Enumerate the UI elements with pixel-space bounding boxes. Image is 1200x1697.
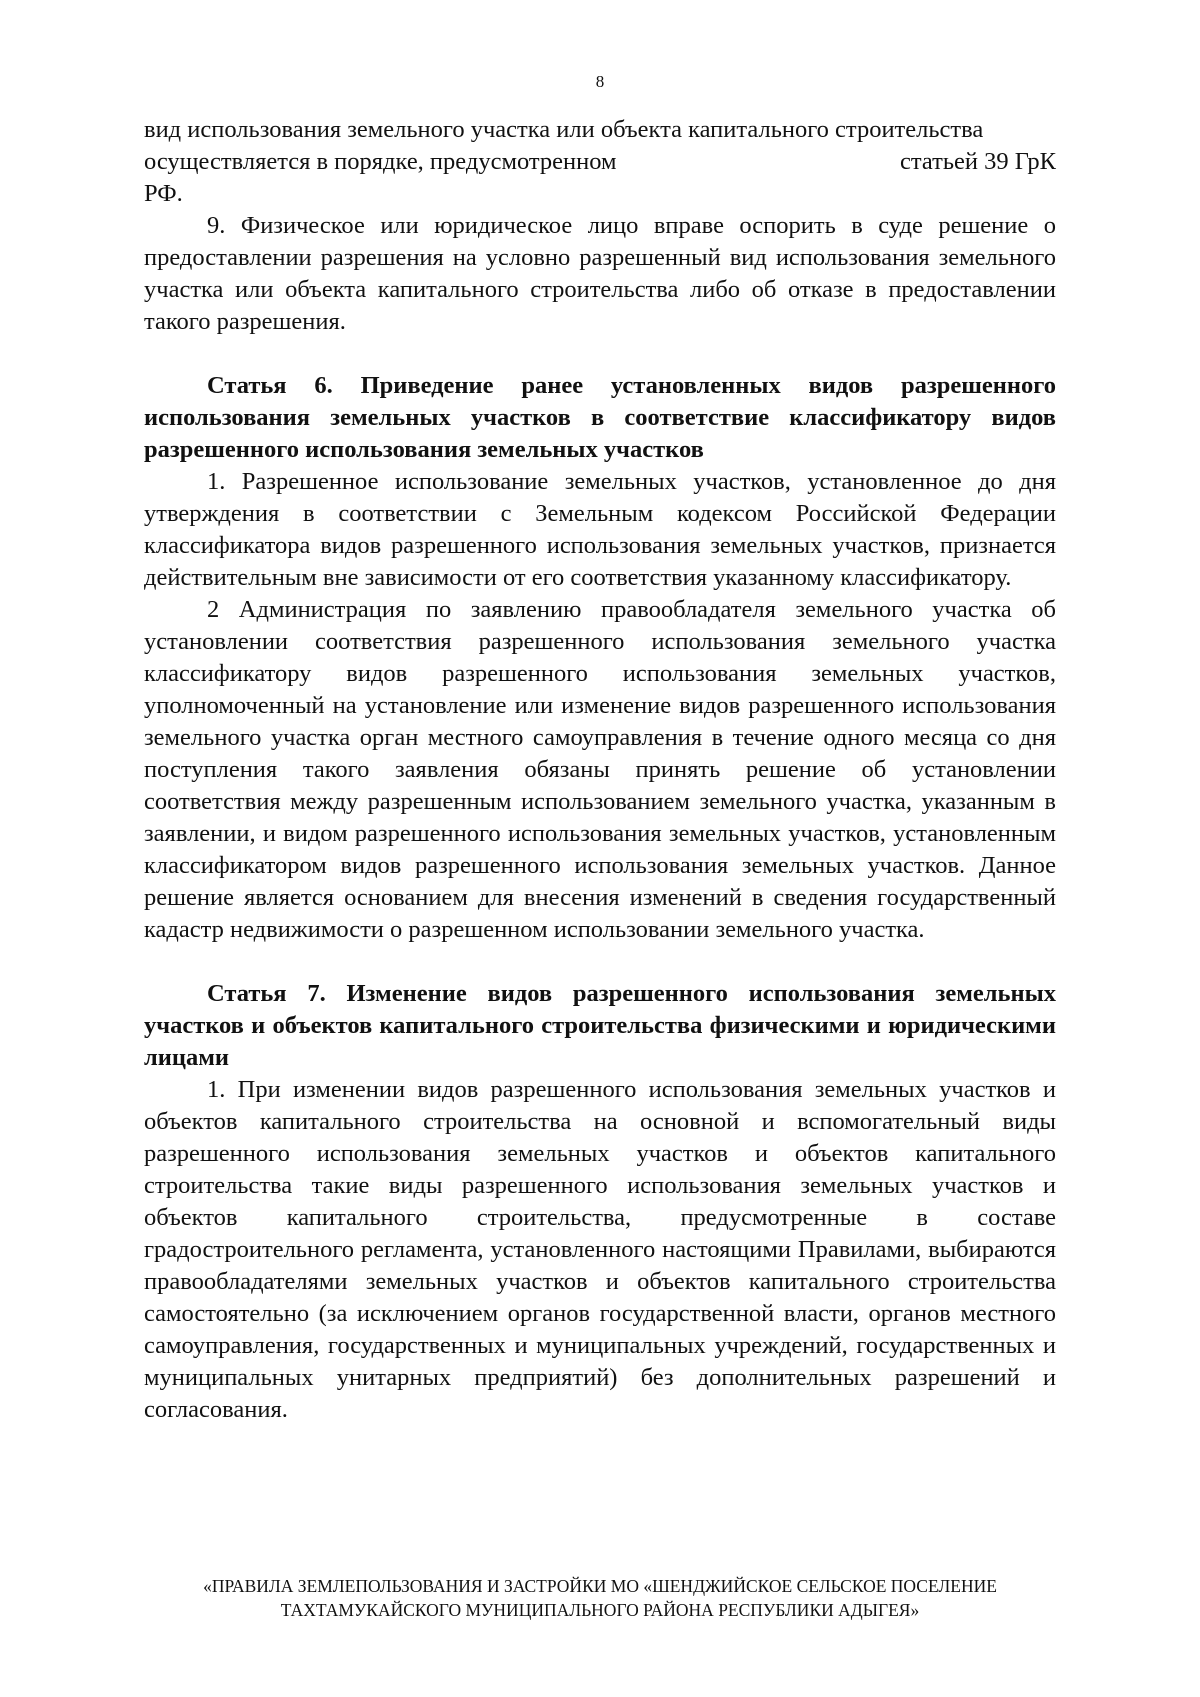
article-7-heading: Статья 7. Изменение видов разрешенного использования земельных участков и объектов капитального строительства физическими и юридическими лицами (144, 980, 1056, 1071)
footer-line-2: ТАХТАМУКАЙСКОГО МУНИЦИПАЛЬНОГО РАЙОНА РЕСПУБЛИКИ АДЫГЕЯ» (280, 1600, 920, 1620)
lead-text-right: статьей 39 ГрК (900, 148, 1056, 175)
article-6-paragraph-1: 1. Разрешенное использование земельных участков, установленное до дня утверждения в соответствии с Земельным кодексом Российской Федерации классификатора видов разрешенного использования земельных участков, признается действительным вне зависимости от его соответствия указанному классификатору. (144, 468, 1056, 591)
page-number: 8 (595, 72, 605, 91)
article-7-paragraph-1: 1. При изменении видов разрешенного использования земельных участков и объектов капитального строительства на основной и вспомогательный виды разрешенного использования земельных участков и объектов капитального строительства такие виды разрешенного использования земельных участков и объектов капитального строительства, предусмотренные в составе градостроительного регламента, установленного настоящими Правилами, выбираются правообладателями земельных участков и объектов капитального строительства самостоятельно (за исключением органов государственной власти, органов местного самоуправления, государственных и муниципальных учреждений, государственных и муниципальных унитарных предприятий) без дополнительных разрешений и согласования. (144, 1076, 1056, 1423)
lead-text-left: осуществляется в порядке, предусмотренном (144, 148, 617, 175)
section-gap (144, 946, 1056, 978)
footer-line-1: «ПРАВИЛА ЗЕМЛЕПОЛЬЗОВАНИЯ И ЗАСТРОЙКИ МО «ШЕНДЖИЙСКОЕ СЕЛЬСКОЕ ПОСЕЛЕНИЕ (203, 1576, 997, 1596)
lead-text-line: вид использования земельного участка или объекта капитального строительства (144, 116, 984, 143)
section-gap (144, 338, 1056, 370)
article-6-heading: Статья 6. Приведение ранее установленных видов разрешенного использования земельных участков в соответствие классификатору видов разрешенного использования земельных участков (144, 372, 1056, 463)
document-body (144, 114, 1056, 1426)
article-6-paragraph-2: 2 Администрация по заявлению правообладателя земельного участка об установлении соответствия разрешенного использования земельного участка классификатору видов разрешенного использования земельных участков, уполномоченный на установление или изменение видов разрешенного использования земельного участка орган местного самоуправления в течение одного месяца со дня поступления такого заявления обязаны принять решение об установлении соответствия между разрешенным использованием земельного участка, указанным в заявлении, и видом разрешенного использования земельных участков, установленным классификатором видов разрешенного использования земельных участков. Данное решение является основанием для внесения изменений в сведения государственный кадастр недвижимости о разрешенном использовании земельного участка. (144, 596, 1056, 943)
lead-text-split-line (144, 146, 1056, 178)
lead-text-line: РФ. (144, 180, 183, 207)
paragraph-9: 9. Физическое или юридическое лицо вправе оспорить в суде решение о предоставлении разрешения на условно разрешенный вид использования земельного участка или объекта капитального строительства либо об отказе в предоставлении такого разрешения. (144, 212, 1056, 335)
document-footer (0, 1574, 1200, 1622)
